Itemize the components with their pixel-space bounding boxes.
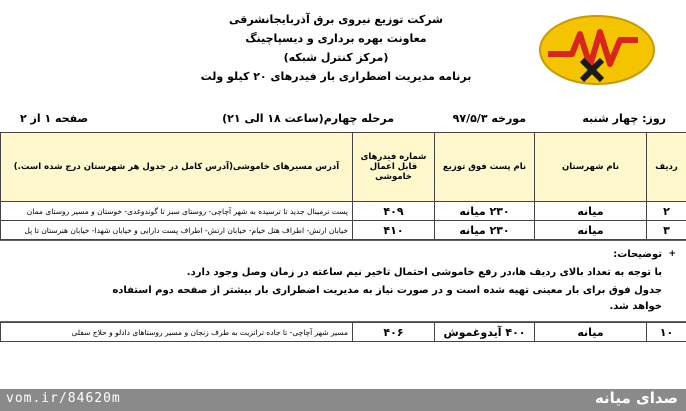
schedule-table-continued	[0, 322, 686, 342]
cell-feeder: ۴۰۹	[353, 202, 435, 221]
day-label: روز: چهار شنبه	[582, 112, 666, 125]
cell-station: ۲۳۰ میانه	[435, 202, 535, 221]
footer-url-link[interactable]: vom.ir/84620m	[6, 391, 121, 406]
cell-feeder: ۴۰۶	[353, 323, 435, 342]
table-header-row	[1, 133, 686, 202]
col-header-station: نام پست فوق توزیع	[435, 133, 535, 202]
notes-box	[0, 240, 686, 322]
schedule-table	[0, 132, 686, 240]
electricity-logo-icon	[538, 14, 656, 86]
cell-address: پست ترمینال جدید تا ترسیده به شهر آچاچی- روستای سبز تا گوندوغدی- خوستان و مسیر روستای ممان	[1, 202, 353, 221]
cell-row: ۱۰	[647, 323, 686, 342]
stage-label: مرحله چهارم(ساعت ۱۸ الی ۲۱)	[222, 112, 394, 125]
cell-city: میانه	[535, 323, 647, 342]
cell-row: ۳	[647, 221, 686, 240]
col-header-feeder: شماره فیدرهای قابل اعمال خاموشی	[353, 133, 435, 202]
footer-brand-logo: صدای میانه	[594, 389, 678, 407]
center-name: (مرکز کنترل شبکه)	[283, 51, 389, 64]
date-label: مورخه ۹۷/۵/۳	[452, 112, 526, 125]
program-title: برنامه مدیریت اضطراری بار فیدرهای ۲۰ کیلو ولت	[200, 70, 472, 83]
table-row	[1, 323, 686, 342]
company-name: شرکت توزیع نیروی برق آذربایجانشرقی	[229, 13, 443, 26]
cell-address: خیابان ارتش- اطراف هتل خیام- خیابان ارتش- اطراف پست دارایی و خیابان شهدا- خیابان هنرستان تا پل	[1, 221, 353, 240]
cell-city: میانه	[535, 221, 647, 240]
document-header	[0, 0, 686, 108]
deputy-name: معاونت بهره برداری و دیسپاچینگ	[245, 32, 427, 45]
cell-address: مسیر شهر آچاچی- تا جاده ترانزیت به طرف زنجان و مسیر روستاهای دادلو و حلاج سفلی	[1, 323, 353, 342]
notes-title: توضیحات:	[613, 249, 662, 260]
cell-station: ۴۰۰ آیدوغموش	[435, 323, 535, 342]
company-heading	[146, 10, 526, 86]
col-header-city: نام شهرستان	[535, 133, 647, 202]
cell-feeder: ۴۱۰	[353, 221, 435, 240]
footer-bar	[0, 389, 686, 411]
cell-station: ۲۳۰ میانه	[435, 221, 535, 240]
note-line: جدول فوق برای بار معینی تهیه شده است و در صورت نیاز به مدیریت اضطراری بار بیشتر از صفحه دوم استفاده	[112, 285, 662, 296]
col-header-row: ردیف	[647, 133, 686, 202]
col-header-address: آدرس مسیرهای خاموشی(آدرس کامل در جدول هر شهرستان درج شده است.)	[1, 133, 353, 202]
page-number: صفحه ۱ از ۲	[20, 112, 89, 125]
note-line: خواهد شد.	[609, 301, 662, 312]
table-row	[1, 221, 686, 240]
notes-marker: +	[668, 249, 676, 259]
cell-city: میانه	[535, 202, 647, 221]
info-bar	[0, 108, 686, 130]
table-row	[1, 202, 686, 221]
note-line: با توجه به تعداد بالای ردیف ها،در رفع خاموشی احتمال تاخیر نیم ساعته در زمان وصل وجود دارد.	[186, 267, 662, 278]
cell-row: ۲	[647, 202, 686, 221]
